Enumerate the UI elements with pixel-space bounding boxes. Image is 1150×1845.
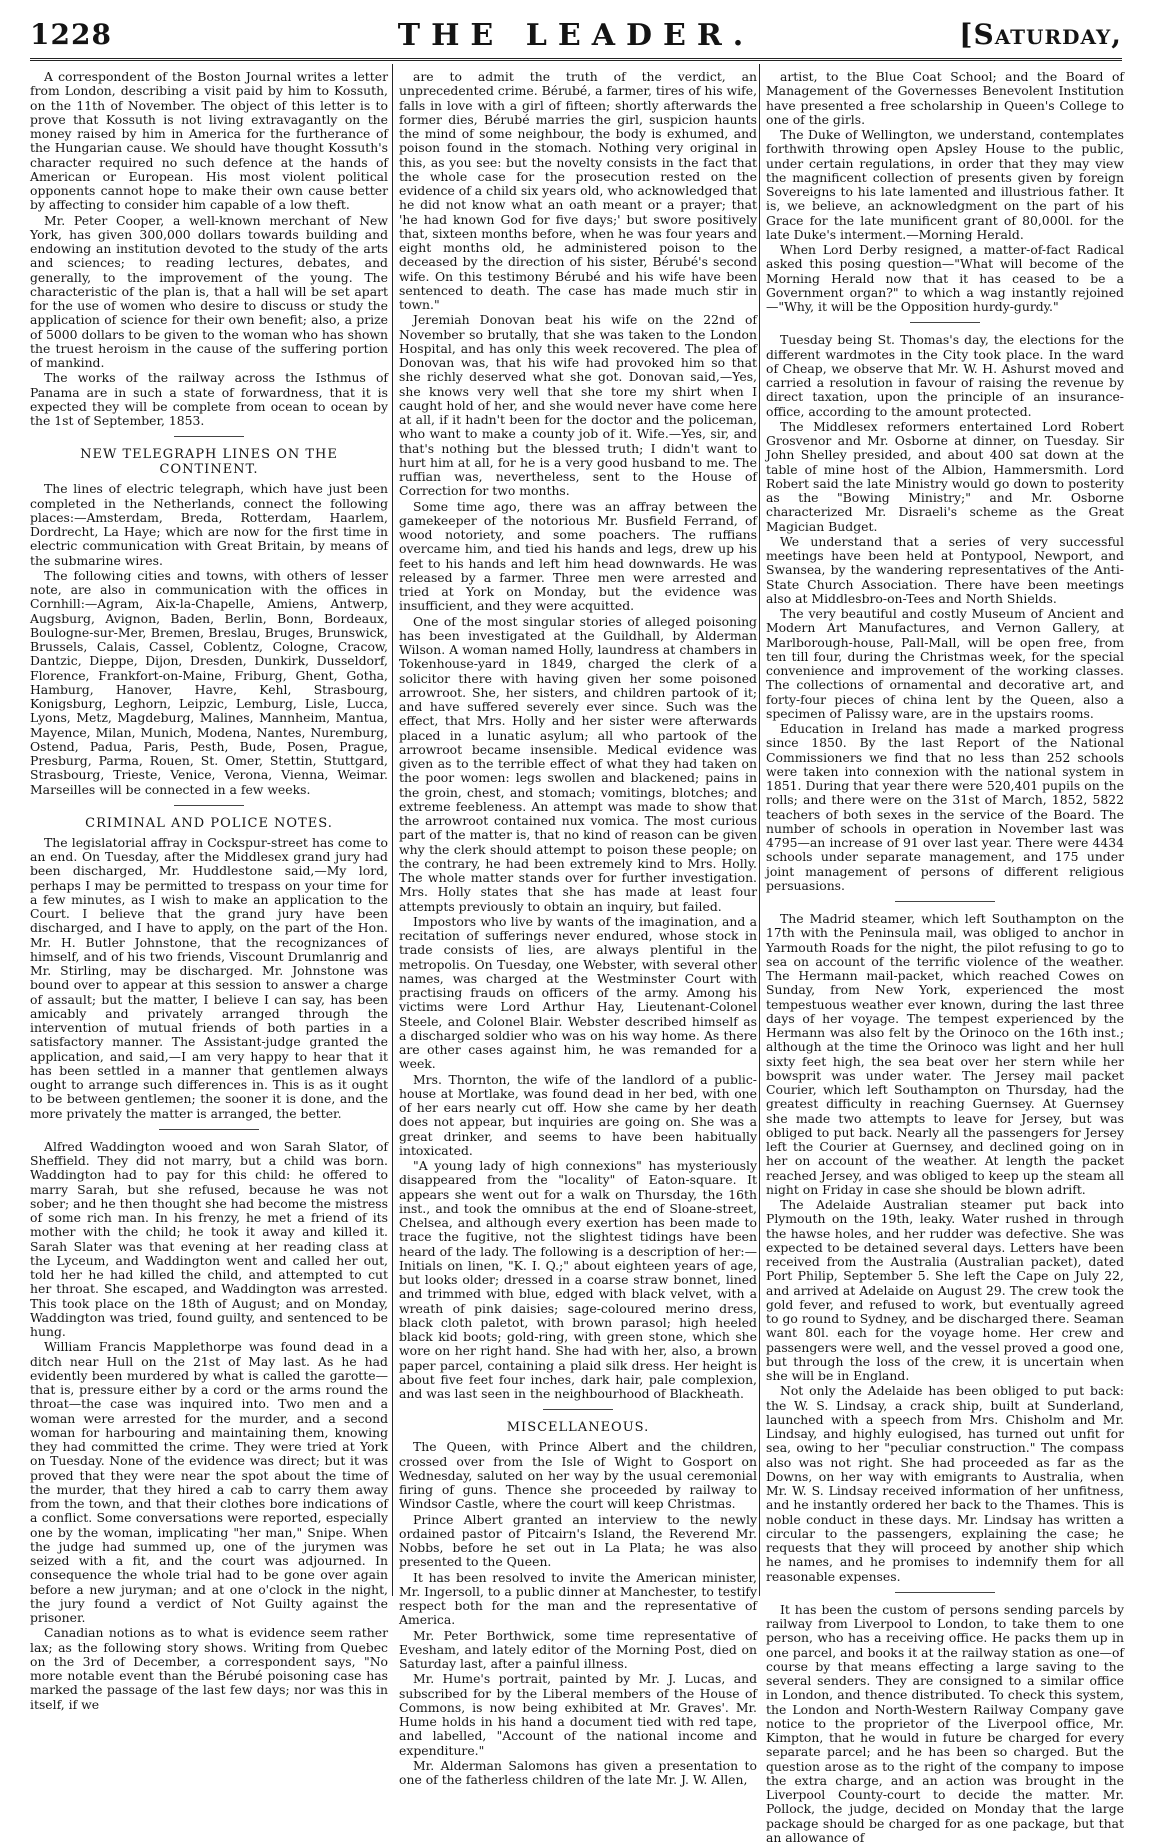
article-paragraph: Some time ago, there was an affray between the gamekeeper of the notorious Mr. Busfield Ferrand, of wood notoriety, and some poachers. The ruffians overcame him, and tied his hands and legs, drew up his feet to his hands and left him head downwards. He was released by a farmer. Three men were arrested and tried at York on Monday, but the evidence was insufficient, and they were acquitted.	[399, 498, 757, 614]
article-paragraph: The Duke of Wellington, we understand, contemplates forthwith throwing open Apsley House to the public, under certain regulations, in order that they may view the magnificent collection of presents given by foreign Sovereigns to his late lamented and illustrious father. It is, we believe, an acknowledgment on the part of his Grace for the late munificent grant of 80,000l. for the late Duke's interment.—Morning Herald.	[766, 127, 1124, 242]
article-paragraph: The Middlesex reformers entertained Lord Robert Grosvenor and Mr. Osborne at dinner, on Tuesday. Sir John Shelley presided, and about 400 sat down at the table of mine host of the Albion, Hammersmith. Lord Robert said the late Ministry would go down to posterity as the "Bowing Ministry;" and Mr. Osborne characterized Mr. Disraeli's scheme as the Great Magician Budget.	[766, 418, 1124, 534]
column-rule	[759, 64, 760, 1596]
article-paragraph: One of the most singular stories of alleged poisoning has been investigated at the Guildhall, by Alderman Wilson. A woman named Holly, laundress at chambers in Tokenhouse-yard in 1849, charged the clerk of a solicitor there with having given her some poisoned arrowroot. She, her sisters, and children partook of it; and have suffered severely ever since. Such was the effect, that Mrs. Holly and her sister were afterwards placed in a lunatic asylum; all who partook of the arrowroot became insensible. Medical evidence was given as to the terrible effect of what they had taken on the poor women: legs swollen and blackened; pains in the groin, chest, and stomach; vomitings, blotches; and extreme feebleness. An attempt was made to show that the arrowroot contained nux vomica. The most curious part of the matter is, that no kind of reason can be given why the clerk should attempt to poison these people; on the contrary, he had been extremely kind to Mrs. Holly. The whole matter stands over for further investigation. Mrs. Holly states that she has made at least four attempts previously to obtain an inquiry, but failed.	[399, 613, 757, 914]
article-paragraph: The works of the railway across the Isthmus of Panama are in such a state of forwardness, that it is expected they will be complete from ocean to ocean by the 1st of September, 1853.	[30, 370, 388, 428]
article-paragraph: The lines of electric telegraph, which have just been completed in the Netherlands, connect the following places:—Amsterdam, Breda, Rotterdam, Haarlem, Dordrecht, La Haye; which are now for the first time in electric communication with Great Britain, by means of the submarine wires.	[30, 481, 388, 568]
article-paragraph: Canadian notions as to what is evidence seem rather lax; as the following story shows. Writing from Quebec on the 3rd of December, a correspondent says, "No more notable event than the Bérubé poisoning case has marked the passage of the last few days; nor was this in itself, if we	[30, 1625, 388, 1712]
article-paragraph: It has been resolved to invite the American minister, Mr. Ingersoll, to a public dinner at Manchester, to testify respect both for the man and the representative of America.	[399, 1569, 757, 1628]
article-paragraph: Mr. Alderman Salomons has given a presentation to one of the fatherless children of the late Mr. J. W. Allen,	[399, 1757, 757, 1787]
article-paragraph: The very beautiful and costly Museum of Ancient and Modern Art Manufactures, and Vernon Gallery, at Marlborough-house, Pall-Mall, will be open free, from ten till four, during the Christmas week, for the special convenience and improvement of the working classes. The collections of ornamental and decorative art, and forty-four pieces of china lent by the Queen, also a specimen of Palissy ware, are in the upstairs rooms.	[766, 606, 1124, 721]
article-paragraph: The Queen, with Prince Albert and the children, crossed over from the Isle of Wight to Gosport on Wednesday, saluted on her way by the usual ceremonial firing of guns. Thence she proceeded by railway to Windsor Castle, where the court will keep Christmas.	[399, 1439, 757, 1512]
section-divider	[159, 1129, 259, 1130]
article-paragraph: William Francis Mapplethorpe was found dead in a ditch near Hull on the 21st of May last. As he had evidently been murdered by what is called the garotte—that is, pressure either by a cord or the arms round the throat—the case was inquired into. Two men and a woman were arrested for the murder, and a second woman for harbouring and maintaining them, knowing they had committed the crime. They were tried at York on Tuesday. None of the evidence was direct; but it was proved that they were near the spot about the time of the murder, that they hired a cab to carry them away from the town, and that their clothes bore indications of a conflict. Some conversations were reported, especially one by the woman, implicating "her man," Snipe. When the judge had summed up, one of the jurymen was seized with a fit, and the court was adjourned. In consequence the whole trial had to be gone over again before a new juryman; and at one o'clock in the night, the jury found a verdict of Not Guilty against the prisoner.	[30, 1339, 388, 1625]
section-divider	[174, 436, 244, 437]
article-paragraph: Mr. Hume's portrait, painted by Mr. J. Lucas, and subscribed for by the Liberal members of the House of Commons, is now being exhibited at Mr. Graves'. Mr. Hume holds in his hand a document tied with red tape, and labelled, "Account of the national income and expenditure."	[399, 1671, 757, 1758]
article-paragraph: are to admit the truth of the verdict, an unprecedented crime. Bérubé, a farmer, tires of his wife, falls in love with a girl of fifteen; shortly afterwards the former dies, Bérubé marries the girl, suspicion haunts the mind of some neighbour, the body is exhumed, and poison found in the stomach. Nothing very original in this, as you see: but the novelty consists in the fact that the whole case for the prosecution rested on the evidence of a child six years old, who acknowledged that he did not know what an oath meant or a prayer; that 'he had known God for five days;' but swore positively that, sixteen months before, when he was four years and eight months old, he administered poison to the deceased by the direction of his sister, Bérubé's second wife. On this testimony Bérubé and his wife have been sentenced to death. The case has made much stir in town."	[399, 69, 758, 312]
article-paragraph: Prince Albert granted an interview to the newly ordained pastor of Pitcairn's Island, the Reverend Mr. Nobbs, before he set out in La Plata; he was also presented to the Queen.	[399, 1511, 757, 1570]
article-paragraph: Tuesday being St. Thomas's day, the elections for the different wardmotes in the City took place. In the ward of Cheap, we observe that Mr. W. H. Ashurst moved and carried a resolution in favour of raising the revenue by direct taxation, upon the principle of an insurance-office, according to the amount protected.	[766, 332, 1124, 419]
article-paragraph: The following cities and towns, with others of lesser note, are also in communication with the offices in Cornhill:—Agram, Aix-la-Chapelle, Amiens, Antwerp, Augsburg, Avignon, Baden, Berlin, Bonn, Bordeaux, Boulogne-sur-Mer, Bremen, Breslau, Bruges, Brunswick, Brussels, Calais, Cassel, Coblentz, Cologne, Cracow, Dantzic, Dieppe, Dijon, Dresden, Dunkirk, Dusseldorf, Florence, Frankfort-on-Maine, Friburg, Ghent, Gotha, Hamburg, Hanover, Havre, Kehl, Strasbourg, Konigsburg, Leghorn, Leipzic, Lemburg, Lisle, Lucca, Lyons, Metz, Magdeburg, Malines, Mannheim, Mantua, Mayence, Milan, Munich, Modena, Nantes, Nuremburg, Ostend, Padua, Paris, Pesth, Bude, Posen, Prague, Presburg, Parma, Rouen, St. Omer, Stettin, Stuttgard, Strasbourg, Trieste, Venice, Verona, Vienna, Weimar. Marseilles will be connected in a few weeks.	[30, 567, 388, 797]
column-rule	[392, 64, 393, 1596]
article-paragraph: Mr. Peter Cooper, a well-known merchant of New York, has given 300,000 dollars towards building and endowing an institution devoted to the study of the arts and sciences; to reading lectures, debates, and generally, to the improvement of the young. The characteristic of the plan is, that a hall will be set apart for the use of women who desire to discuss or study the application of science for their own benefit; also, a prize of 5000 dollars to be given to the woman who has shown the truest heroism in the cause of the suffering portion of mankind.	[30, 212, 388, 370]
article-paragraph: Impostors who live by wants of the imagination, and a recitation of sufferings never endured, whose stock in trade consists of lies, are always plentiful in the metropolis. On Tuesday, one Webster, with several other names, was charged at the Westminster Court with practising frauds on officers of the army. Among his victims were Lord Arthur Hay, Lieutenant-Colonel Steele, and Colonel Blair. Webster described himself as a discharged soldier who was on his way home. As there are other cases against him, he was remanded for a week.	[399, 913, 757, 1072]
article-paragraph: Mrs. Thornton, the wife of the landlord of a public-house at Mortlake, was found dead in her bed, with one of her ears nearly cut off. How she came by her death does not appear, but inquiries are going on. She was a great drinker, and seems to have been habitually intoxicated.	[399, 1071, 757, 1158]
masthead	[30, 18, 1122, 61]
section-divider	[910, 322, 980, 323]
section-divider	[543, 1409, 613, 1410]
column-3	[766, 69, 1124, 1845]
article-paragraph: The Adelaide Australian steamer put back into Plymouth on the 19th, leaky. Water rushed in through the hawse holes, and her rudder was defective. She was expected to be detained several days. Letters have been received from the Australia (Australian packet), dated Port Philip, September 5. She left the Cape on July 22, and arrived at Adelaide on August 29. The crew took the gold fever, and refused to work, but eventually agreed to go round to Sydney, and be discharged there. Seaman want 80l. each for the voyage home. Her crew and passengers were well, and the vessel proved a good one, but through the loss of the crew, it is uncertain when she will be in England.	[766, 1197, 1124, 1383]
article-paragraph: We understand that a series of very successful meetings have been held at Pontypool, Newport, and Swansea, by the wandering representatives of the Anti-State Church Association. There have been meetings also at Middlesbro-on-Tees and North Shields.	[766, 533, 1124, 606]
section-divider	[895, 1592, 995, 1593]
article-paragraph: When Lord Derby resigned, a matter-of-fact Radical asked this posing question—"What will become of the Morning Herald now that it has ceased to be a Government organ?" to which a wag instantly rejoined—"Why, it will be the Opposition hurdy-gurdy."	[766, 242, 1124, 314]
newspaper-title: THE LEADER.	[397, 18, 755, 53]
article-paragraph: Mr. Peter Borthwick, some time representative of Evesham, and lately editor of the Morning Post, died on Saturday last, after a painful illness.	[399, 1627, 757, 1671]
article-paragraph: It has been the custom of persons sending parcels by railway from Liverpool to London, to take them to one person, who has a receiving office. He packs them up in one parcel, and books it at the railway station as one—of course by that means effecting a large saving to the several senders. They are consigned to a similar office in London, and thence distributed. To check this system, the London and North-Western Railway Company gave notice to the proprietor of the Liverpool office, Mr. Kimpton, that he would in future be charged for every separate parcel; and he has been so charged. But the question arose as to the right of the company to impose the extra charge, and an action was brought in the Liverpool County-court to decide the matter. Mr. Pollock, the judge, decided on Monday that the large package should be charged for as one package, but that an allowance of	[766, 1601, 1124, 1845]
section-divider	[174, 805, 244, 806]
article-paragraph: Education in Ireland has made a marked progress since 1850. By the last Report of the National Commissioners we find that no less than 252 schools were taken into connexion with the national system in 1851. During that year there were 520,401 pupils on the rolls; and there were on the 31st of March, 1852, 5822 teachers of both sexes in the service of the Board. The number of schools in operation in November last was 4795—an increase of 91 over last year. There were 4434 schools under separate management, and 175 under joint management of persons of different religious persuasions.	[766, 721, 1124, 893]
article-paragraph: Jeremiah Donovan beat his wife on the 22nd of November so brutally, that she was taken to the London Hospital, and has only this week recovered. The plea of Donovan was, that his wife had provoked him so that she richly deserved what she got. Donovan said,—Yes, she knows very well that she tore my shirt when I caught hold of her, and she would never have come here at all, if it hadn't been for the doctor and the policeman, who want to make a county job of it. Wife.—Yes, sir, and that's nothing but the blessed truth; I didn't want to hurt him at all, for he is a very good husband to me. The ruffian was, nevertheless, sent to the House of Correction for two months.	[399, 312, 757, 499]
page-number: 1228	[30, 18, 112, 51]
article-paragraph: artist, to the Blue Coat School; and the Board of Management of the Governesses Benevolent Institution have presented a free scholarship in Queen's College to one of the girls.	[766, 69, 1124, 127]
section-heading-telegraph: NEW TELEGRAPH LINES ON THE CONTINENT.	[80, 447, 338, 478]
section-divider	[895, 901, 995, 902]
article-paragraph: A correspondent of the Boston Journal writes a letter from London, describing a visit paid by him to Kossuth, on the 11th of November. The object of this letter is to prove that Kossuth is not living extravagantly on the money raised by him in America for the furtherance of the Hungarian cause. We should have thought Kossuth's character required no such defence at the hands of American or European. His most violent political opponents cannot hope to make their own cause better by affecting to consider him capable of a low theft.	[30, 69, 388, 213]
article-paragraph: The Madrid steamer, which left Southampton on the 17th with the Peninsula mail, was obliged to anchor in Yarmouth Roads for the night, the pilot refusing to go to sea on account of the terrific violence of the weather. The Hermann mail-packet, which reached Cowes on Sunday, from New York, experienced the most tempestuous weather ever known, during the last three days of her voyage. The tempest experienced by the Hermann was also felt by the Orinoco on the 16th inst.; although at the time the Orinoco was light and her hull sixty feet high, the sea beat over her stern while her bowsprit was under water. The Jersey mail packet Courier, which left Southampton on Thursday, had the greatest difficulty in reaching Guernsey. At Guernsey she made two attempts to leave for Jersey, but was obliged to put back. Nearly all the passengers for Jersey left the Courier at Guernsey, and declined going on in her on account of the weather. At length the packet reached Jersey, and was obliged to keep up the steam all night on Friday in case she should be blown adrift.	[766, 911, 1124, 1197]
article-paragraph: Alfred Waddington wooed and won Sarah Slator, of Sheffield. They did not marry, but a child was born. Waddington had to pay for this child: he offered to marry Sarah, but she refused, because he was not sober; and he then thought she had become the mistress of some rich man. In his frenzy, he met a friend of its mother with the child; he took it away and killed it. Sarah Slater was that evening at her reading class at the Lyceum, and Waddington went and called her out, told her he had killed the child, and attempted to cut her throat. She escaped, and Waddington was arrested. This took place on the 18th of August; and on Monday, Waddington was tried, found guilty, and sentenced to be hung.	[30, 1138, 388, 1339]
article-paragraph: "A young lady of high connexions" has mysteriously disappeared from the "locality" of Eaton-square. It appears she went out for a walk on Thursday, the 16th inst., and took the omnibus at the end of Sloane-street, Chelsea, and although every exertion has been made to trace the fugitive, not the slightest tidings have been heard of the lady. The following is a description of her:—Initials on linen, "K. I. Q.;" about eighteen years of age, but looks older; dressed in a coarse straw bonnet, lined and trimmed with blue, edged with black velvet, with a wreath of pink daisies; sage-coloured merino dress, black cloth paletot, with brown parasol; high heeled black kid boots; gold-ring, with green stone, which she wore on her right hand. She had with her, also, a brown paper parcel, containing a plaid silk dress. Her height is about five feet four inches, dark hair, pale complexion, and was last seen in the neighbourhood of Blackheath.	[399, 1158, 757, 1401]
issue-day: [Saturday,	[959, 18, 1122, 51]
column-2	[399, 69, 758, 1787]
section-heading-criminal: CRIMINAL AND POLICE NOTES.	[85, 815, 333, 831]
section-heading-miscellaneous: MISCELLANEOUS.	[506, 1420, 650, 1436]
article-paragraph: The legislatorial affray in Cockspur-street has come to an end. On Tuesday, after the Middlesex grand jury had been discharged, Mr. Huddlestone said,—My lord, perhaps I may be permitted to trespass on your time for a few minutes, as I wish to make an application to the Court. I believe that the grand jury have been discharged, and I have to apply, on the part of the Hon. Mr. H. Butler Johnstone, that the recognizances of himself, and of his two friends, Viscount Drumlanrig and Mr. Stirling, may be discharged. Mr. Johnstone was bound over to appear at this session to answer a charge of assault; but the matter, I believe I can say, has been amicably and privately arranged through the intervention of mutual friends of both parties in a satisfactory manner. The Assistant-judge granted the application, and said,—I am very happy to hear that it has been settled in a manner that gentlemen always ought to arrange such differences in. This is as it ought to be between gentlemen; the sooner it is done, and the more privately the matter is arranged, the better.	[30, 834, 388, 1121]
article-paragraph: Not only the Adelaide has been obliged to put back: the W. S. Lindsay, a crack ship, built at Sunderland, launched with a speech from Mrs. Chisholm and Mr. Lindsay, and highly eulogised, has turned out unfit for sea, owing to her "peculiar construction." The compass also was not right. She had proceeded as far as the Downs, on her way with emigrants to Australia, when Mr. W. S. Lindsay received information of her unfitness, and he instantly ordered her back to the Thames. This is noble conduct in these days. Mr. Lindsay has written a circular to the passengers, explaining the case; he requests that they will proceed by another ship which he names, and he promises to indemnify them for all reasonable expenses.	[766, 1383, 1124, 1584]
column-1	[30, 69, 388, 1712]
